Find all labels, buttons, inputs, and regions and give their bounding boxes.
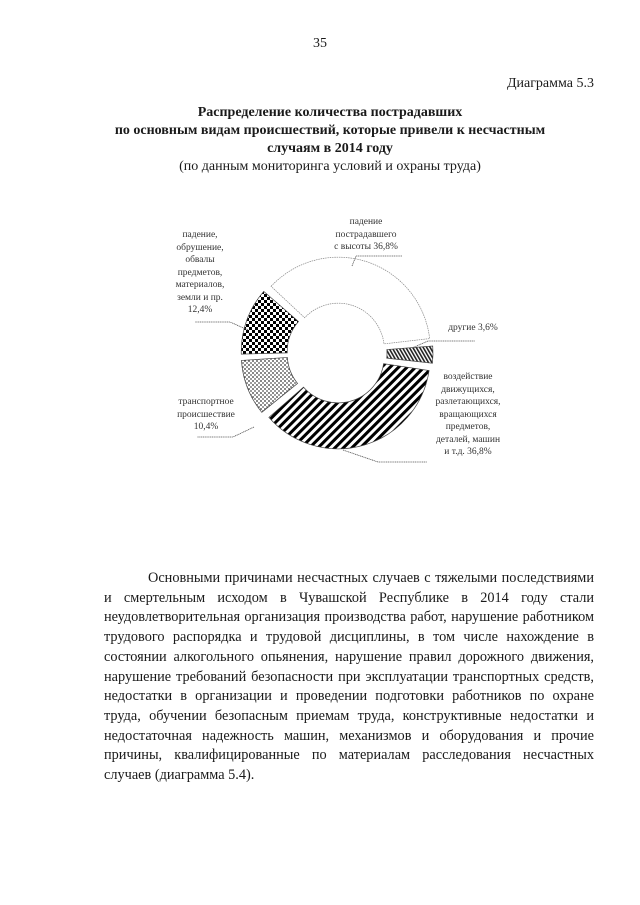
label-line: транспортное: [178, 397, 234, 407]
diagram-label: Диаграмма 5.3: [506, 76, 594, 91]
donut-segments: [241, 257, 433, 449]
label-line: деталей, машин: [435, 434, 501, 445]
label-line: обрушение,: [176, 242, 224, 253]
label-line: разлетающихся,: [435, 397, 501, 407]
label-transport: [166, 396, 246, 434]
label-line: падение: [349, 217, 383, 227]
label-line: пострадавшего: [335, 229, 397, 240]
label-line: 10,4%: [193, 422, 219, 432]
segment-fall-from-height: [271, 257, 430, 344]
label-line: другие 3,6%: [448, 323, 498, 333]
chart-title-line-1: Распределение количества пострадавших: [197, 105, 463, 120]
label-line: земли и пр.: [177, 292, 223, 303]
label-other: [438, 322, 508, 335]
label-line: падение,: [182, 230, 218, 240]
label-line: движущихся,: [441, 384, 495, 395]
label-line: материалов,: [175, 280, 225, 290]
chart-title-line-3: случаям в 2014 году: [267, 141, 393, 156]
page-number: 35: [313, 36, 327, 51]
label-fall-from-height: [318, 216, 414, 254]
label-line: обвалы: [185, 255, 215, 265]
segment-other: [387, 346, 433, 363]
label-line: происшествие: [177, 409, 235, 420]
label-line: воздействие: [443, 372, 493, 382]
body-paragraph: Основными причинами несчастных случаев с тяжелыми последствиями и смертельным исходом в Чувашской Республике в 2014 году стали неудовлетворительная организация производства работ, нарушение работником трудового распорядка и трудовой дисциплины, в том числе нахождение в состоянии алкогольного опьянения, нарушение правил дорожного движения, нарушение требований безопасности при эксплуатации транспортных средств, недостатки в организации и проведении подготовки работников по охране труда, обучении безопасным приемам труда, конструктивные недостатки и недостаточная надежность машин, механизмов и оборудования и прочие причины, квалифицированные по материалам расследования несчастных случаев (диаграмма 5.4).: [104, 570, 594, 784]
label-impact-moving-objects: [428, 371, 508, 459]
label-line: предметов,: [445, 422, 491, 432]
chart-title-line-2: по основным видам происшествий, которые привели к несчастным: [114, 123, 546, 138]
label-line: предметов,: [177, 267, 223, 278]
label-line: и т.д. 36,8%: [444, 447, 492, 457]
chart-title-block: [60, 104, 600, 176]
label-collapse: [164, 229, 236, 317]
label-line: 12,4%: [187, 305, 213, 315]
label-line: с высоты 36,8%: [334, 242, 398, 252]
body-text: [104, 569, 594, 786]
chart-subtitle: (по данным мониторинга условий и охраны труда): [179, 159, 481, 174]
label-line: вращающихся: [439, 409, 497, 420]
